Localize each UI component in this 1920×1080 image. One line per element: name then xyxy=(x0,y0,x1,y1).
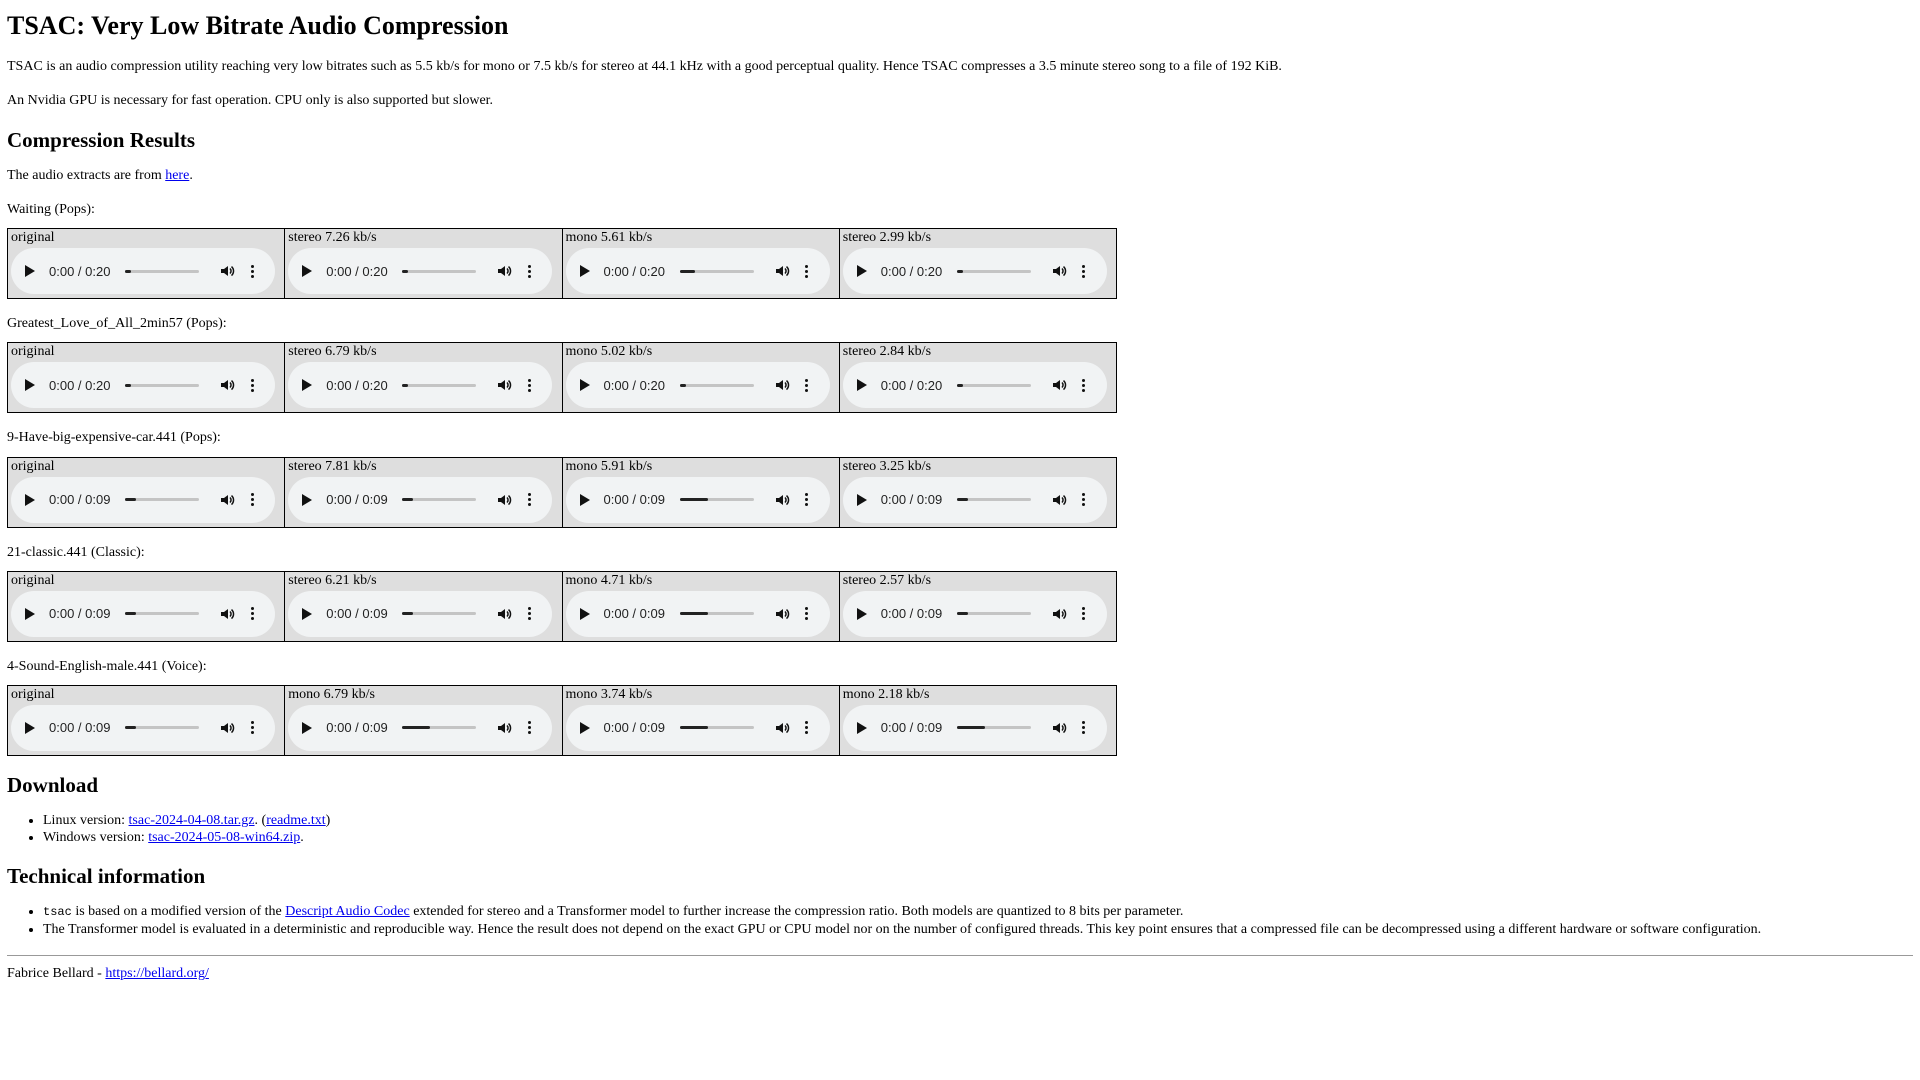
download-item-linux xyxy=(43,812,1913,829)
seek-slider[interactable] xyxy=(402,612,476,615)
audio-label: stereo 7.26 kb/s xyxy=(288,230,377,246)
linux-mid: . ( xyxy=(254,813,267,829)
audio-label: original xyxy=(11,344,55,360)
audio-player[interactable] xyxy=(288,705,552,751)
volume-icon[interactable] xyxy=(774,377,792,393)
audio-cell xyxy=(562,229,839,299)
volume-icon[interactable] xyxy=(496,606,514,622)
seek-progress xyxy=(680,726,708,729)
play-icon[interactable] xyxy=(580,379,590,391)
seek-progress xyxy=(125,384,131,387)
audio-player[interactable] xyxy=(288,362,552,408)
seek-slider[interactable] xyxy=(402,270,476,273)
audio-player[interactable] xyxy=(288,591,552,637)
more-options-icon[interactable] xyxy=(526,265,532,278)
audio-row xyxy=(8,343,1117,413)
audio-cell xyxy=(839,457,1116,527)
audio-time: 0:00 / 0:20 xyxy=(603,263,665,279)
audio-player[interactable] xyxy=(843,705,1107,751)
audio-player[interactable] xyxy=(843,362,1107,408)
audio-cell xyxy=(285,229,562,299)
seek-progress xyxy=(957,726,985,729)
audio-time: 0:00 / 0:09 xyxy=(326,606,388,622)
audio-table xyxy=(7,342,1117,413)
footer-divider xyxy=(7,955,1913,956)
windows-suffix: . xyxy=(300,830,304,846)
seek-slider[interactable] xyxy=(125,270,199,273)
play-icon[interactable] xyxy=(857,265,867,277)
audio-cell xyxy=(285,685,562,755)
technical-list xyxy=(7,903,1913,938)
audio-time: 0:00 / 0:20 xyxy=(326,263,388,279)
play-icon[interactable] xyxy=(25,722,35,734)
volume-icon[interactable] xyxy=(219,263,237,279)
seek-progress xyxy=(680,384,686,387)
audio-row xyxy=(8,571,1117,641)
audio-row xyxy=(8,457,1117,527)
audio-row xyxy=(8,229,1117,299)
seek-slider[interactable] xyxy=(680,612,754,615)
more-options-icon[interactable] xyxy=(1081,493,1087,506)
seek-slider[interactable] xyxy=(402,498,476,501)
source-prefix: The audio extracts are from xyxy=(7,167,166,183)
play-icon[interactable] xyxy=(25,379,35,391)
sample-title: 21-classic.441 (Classic): xyxy=(7,544,145,560)
audio-time: 0:00 / 0:09 xyxy=(603,720,665,736)
source-paragraph xyxy=(7,167,1913,185)
download-list xyxy=(7,812,1913,846)
audio-player[interactable] xyxy=(566,705,830,751)
volume-icon[interactable] xyxy=(1051,377,1069,393)
readme-link[interactable]: readme.txt xyxy=(266,813,326,829)
audio-label: mono 6.79 kb/s xyxy=(288,686,375,702)
sample-title: 4-Sound-English-male.441 (Voice): xyxy=(7,658,207,674)
audio-label: original xyxy=(11,686,55,702)
results-heading: Compression Results xyxy=(7,127,196,152)
audio-cell xyxy=(839,571,1116,641)
audio-cell xyxy=(8,343,285,413)
more-options-icon[interactable] xyxy=(526,721,532,734)
seek-progress xyxy=(680,612,708,615)
seek-slider[interactable] xyxy=(680,270,754,273)
seek-slider[interactable] xyxy=(957,498,1031,501)
volume-icon[interactable] xyxy=(496,492,514,508)
audio-player[interactable] xyxy=(11,705,275,751)
audio-player[interactable] xyxy=(566,591,830,637)
audio-cell xyxy=(562,685,839,755)
more-options-icon[interactable] xyxy=(526,379,532,392)
audio-player[interactable] xyxy=(843,591,1107,637)
seek-slider[interactable] xyxy=(402,726,476,729)
play-icon[interactable] xyxy=(302,379,312,391)
sample-title: Greatest_Love_of_All_2min57 (Pops): xyxy=(7,316,227,332)
source-link[interactable]: here xyxy=(165,167,190,183)
page-title: TSAC: Very Low Bitrate Audio Compression xyxy=(7,11,509,40)
play-icon[interactable] xyxy=(857,379,867,391)
audio-time: 0:00 / 0:09 xyxy=(326,492,388,508)
more-options-icon[interactable] xyxy=(249,493,255,506)
audio-label: mono 2.18 kb/s xyxy=(842,686,930,702)
more-options-icon[interactable] xyxy=(526,607,532,620)
audio-label: mono 5.91 kb/s xyxy=(565,458,653,474)
seek-slider[interactable] xyxy=(125,612,199,615)
play-icon[interactable] xyxy=(580,265,590,277)
audio-cell xyxy=(562,571,839,641)
more-options-icon[interactable] xyxy=(804,607,810,620)
descript-codec-link[interactable]: Descript Audio Codec xyxy=(285,904,410,920)
more-options-icon[interactable] xyxy=(1081,607,1087,620)
more-options-icon[interactable] xyxy=(249,379,255,392)
audio-player[interactable] xyxy=(288,248,552,294)
linux-suffix: ) xyxy=(325,813,331,829)
volume-icon[interactable] xyxy=(496,720,514,736)
audio-player[interactable] xyxy=(11,591,275,637)
seek-progress xyxy=(402,270,408,273)
audio-time: 0:00 / 0:09 xyxy=(880,606,943,622)
audio-player[interactable] xyxy=(11,362,275,408)
audio-table xyxy=(7,228,1117,299)
seek-slider[interactable] xyxy=(957,726,1031,729)
linux-prefix: Linux version: xyxy=(43,813,129,829)
volume-icon[interactable] xyxy=(1051,606,1069,622)
more-options-icon[interactable] xyxy=(804,265,810,278)
intro-paragraph-2: An Nvidia GPU is necessary for fast operation. CPU only is also supported but slower. xyxy=(7,93,494,109)
volume-icon[interactable] xyxy=(774,606,792,622)
seek-progress xyxy=(957,498,968,501)
seek-progress xyxy=(125,270,131,273)
volume-icon[interactable] xyxy=(496,263,514,279)
audio-label: stereo 3.25 kb/s xyxy=(842,458,932,474)
volume-icon[interactable] xyxy=(1051,720,1069,736)
download-heading: Download xyxy=(7,772,99,797)
play-icon[interactable] xyxy=(580,608,590,620)
samples-container xyxy=(7,201,1913,756)
audio-label: stereo 2.99 kb/s xyxy=(842,230,932,246)
audio-label: original xyxy=(11,458,55,474)
audio-cell xyxy=(285,457,562,527)
more-options-icon[interactable] xyxy=(1081,379,1087,392)
audio-time: 0:00 / 0:20 xyxy=(603,377,665,393)
seek-slider[interactable] xyxy=(680,726,754,729)
volume-icon[interactable] xyxy=(774,263,792,279)
audio-table xyxy=(7,457,1117,528)
audio-time: 0:00 / 0:20 xyxy=(880,377,943,393)
audio-label: stereo 6.21 kb/s xyxy=(288,572,377,588)
audio-label: mono 3.74 kb/s xyxy=(565,686,653,702)
footer xyxy=(7,966,1913,982)
audio-cell xyxy=(285,343,562,413)
seek-progress xyxy=(402,612,413,615)
audio-time: 0:00 / 0:20 xyxy=(49,263,111,279)
audio-label: stereo 6.79 kb/s xyxy=(288,344,377,360)
seek-slider[interactable] xyxy=(680,384,754,387)
seek-progress xyxy=(125,726,136,729)
volume-icon[interactable] xyxy=(219,377,237,393)
audio-row xyxy=(8,685,1117,755)
audio-cell xyxy=(839,229,1116,299)
intro-paragraph-1: TSAC is an audio compression utility reaching very low bitrates such as 5.5 kb/s for mono or 7.5 kb/s for stereo at 44.1 kHz with a good perceptual quality. Hence TSAC compresses a 3.5 minute stereo song to a file of 192 KiB. xyxy=(7,59,1282,75)
technical-item-2: • The Transformer model is evaluated in a deterministic and reproducible way. Hence the result does not depend on the exact GPU or CPU model nor on the number of configured threads. This key point ensures that a compressed file can be decompressed using a different hardware or software configuration. xyxy=(43,921,1913,938)
audio-time: 0:00 / 0:09 xyxy=(880,720,943,736)
audio-cell xyxy=(8,229,285,299)
seek-slider[interactable] xyxy=(125,384,199,387)
audio-player[interactable] xyxy=(843,477,1107,523)
seek-slider[interactable] xyxy=(402,384,476,387)
technical-item-1-mid: is based on a modified version of the xyxy=(71,904,286,920)
seek-progress xyxy=(680,270,695,273)
seek-progress xyxy=(680,498,708,501)
volume-icon[interactable] xyxy=(219,720,237,736)
more-options-icon[interactable] xyxy=(249,607,255,620)
audio-label: original xyxy=(11,230,55,246)
volume-icon[interactable] xyxy=(774,720,792,736)
audio-time: 0:00 / 0:09 xyxy=(49,720,111,736)
windows-download-link[interactable]: tsac-2024-05-08-win64.zip xyxy=(148,830,301,846)
more-options-icon[interactable] xyxy=(1081,721,1087,734)
audio-player[interactable] xyxy=(566,477,830,523)
volume-icon[interactable] xyxy=(219,606,237,622)
sample-title: Waiting (Pops): xyxy=(7,202,95,217)
play-icon[interactable] xyxy=(580,722,590,734)
audio-cell xyxy=(8,571,285,641)
audio-time: 0:00 / 0:20 xyxy=(49,377,111,393)
audio-label: mono 4.71 kb/s xyxy=(565,572,653,588)
seek-progress xyxy=(957,270,963,273)
more-options-icon[interactable] xyxy=(249,721,255,734)
play-icon[interactable] xyxy=(25,494,35,506)
audio-time: 0:00 / 0:09 xyxy=(326,720,388,736)
audio-player[interactable] xyxy=(11,248,275,294)
technical-item-1-suffix: extended for stereo and a Transformer model to further increase the compression ratio. Both models are quantized to 8 bits per parameter. xyxy=(409,904,1184,920)
audio-label: mono 5.02 kb/s xyxy=(565,344,653,360)
audio-cell xyxy=(562,343,839,413)
more-options-icon[interactable] xyxy=(1081,265,1087,278)
audio-time: 0:00 / 0:09 xyxy=(49,492,111,508)
audio-table xyxy=(7,685,1117,756)
play-icon[interactable] xyxy=(302,722,312,734)
audio-table xyxy=(7,571,1117,642)
audio-label: original xyxy=(11,572,55,588)
seek-slider[interactable] xyxy=(125,726,199,729)
seek-slider[interactable] xyxy=(957,270,1031,273)
audio-cell xyxy=(562,457,839,527)
audio-label: stereo 7.81 kb/s xyxy=(288,458,377,474)
tsac-code: tsac xyxy=(43,905,72,920)
technical-item-1 xyxy=(43,903,1913,921)
play-icon[interactable] xyxy=(25,265,35,277)
audio-time: 0:00 / 0:20 xyxy=(326,377,388,393)
download-item-windows xyxy=(43,829,1913,846)
seek-progress xyxy=(957,612,968,615)
play-icon[interactable] xyxy=(580,494,590,506)
audio-time: 0:00 / 0:09 xyxy=(603,606,665,622)
seek-progress xyxy=(402,498,413,501)
play-icon[interactable] xyxy=(302,608,312,620)
play-icon[interactable] xyxy=(857,494,867,506)
more-options-icon[interactable] xyxy=(526,493,532,506)
audio-time: 0:00 / 0:20 xyxy=(880,263,943,279)
volume-icon[interactable] xyxy=(774,492,792,508)
seek-slider[interactable] xyxy=(125,498,199,501)
seek-slider[interactable] xyxy=(957,612,1031,615)
seek-progress xyxy=(402,384,408,387)
audio-time: 0:00 / 0:09 xyxy=(880,492,943,508)
seek-slider[interactable] xyxy=(680,498,754,501)
sample-title: 9-Have-big-expensive-car.441 (Pops): xyxy=(7,430,221,446)
audio-player[interactable] xyxy=(288,477,552,523)
windows-prefix: Windows version: xyxy=(43,830,149,846)
audio-player[interactable] xyxy=(566,362,830,408)
source-suffix: . xyxy=(189,167,193,183)
more-options-icon[interactable] xyxy=(804,493,810,506)
audio-player[interactable] xyxy=(11,477,275,523)
technical-heading: Technical information xyxy=(7,864,206,889)
volume-icon[interactable] xyxy=(1051,263,1069,279)
more-options-icon[interactable] xyxy=(249,265,255,278)
seek-progress xyxy=(402,726,430,729)
audio-label: stereo 2.57 kb/s xyxy=(842,572,932,588)
footer-author: Fabrice Bellard - xyxy=(7,966,106,982)
audio-time: 0:00 / 0:09 xyxy=(49,606,111,622)
play-icon[interactable] xyxy=(302,494,312,506)
seek-progress xyxy=(125,498,136,501)
play-icon[interactable] xyxy=(857,608,867,620)
audio-cell xyxy=(839,685,1116,755)
audio-cell xyxy=(839,343,1116,413)
audio-label: stereo 2.84 kb/s xyxy=(842,344,932,360)
volume-icon[interactable] xyxy=(219,492,237,508)
volume-icon[interactable] xyxy=(496,377,514,393)
audio-label: mono 5.61 kb/s xyxy=(565,230,653,246)
seek-slider[interactable] xyxy=(957,384,1031,387)
audio-time: 0:00 / 0:09 xyxy=(603,492,665,508)
audio-cell xyxy=(8,457,285,527)
play-icon[interactable] xyxy=(857,722,867,734)
audio-player[interactable] xyxy=(566,248,830,294)
audio-cell xyxy=(285,571,562,641)
audio-player[interactable] xyxy=(843,248,1107,294)
play-icon[interactable] xyxy=(25,608,35,620)
seek-progress xyxy=(957,384,963,387)
more-options-icon[interactable] xyxy=(804,379,810,392)
linux-download-link[interactable]: tsac-2024-04-08.tar.gz xyxy=(128,813,255,829)
seek-progress xyxy=(125,612,136,615)
play-icon[interactable] xyxy=(302,265,312,277)
volume-icon[interactable] xyxy=(1051,492,1069,508)
footer-link[interactable]: https://bellard.org/ xyxy=(105,966,209,982)
more-options-icon[interactable] xyxy=(804,721,810,734)
audio-cell xyxy=(8,685,285,755)
